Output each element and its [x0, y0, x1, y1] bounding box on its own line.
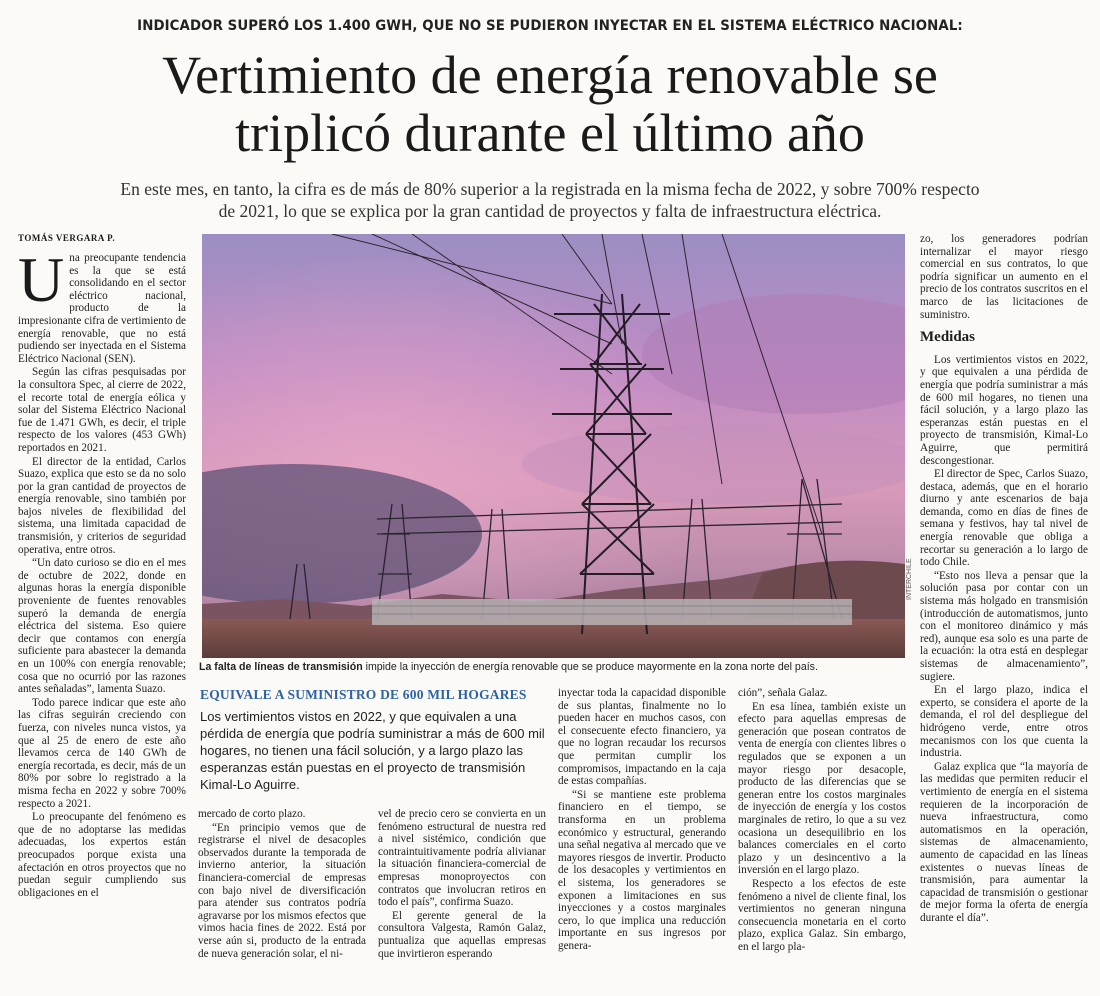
article-paragraph: Todo parece indicar que este año las cifras seguirán creciendo con fuerza, con niveles nunca vistos, ya que al 25 de enero de este año llevamos cerca de 140 GWh de energía recortada, es decir, más de un 80% por sobre lo registrado a la misma fecha en 2022 y sobre 700% respecto a 2021. [18, 696, 186, 810]
article-paragraph: Los vertimientos vistos en 2022, y que equivalen a una pérdida de energía que podría suministrar a más de 600 mil hogares, no tienen una fácil solución, y a largo plazo las esperanzas están puestas en el proyecto de transmisión, Kimal-Lo Aguirre, que permitirá descongestionar. [920, 353, 1088, 467]
article-paragraph: En el largo plazo, indica el experto, se considera el aporte de la demanda, el rol del despliegue del hidrógeno verde, entre otros mecanismos con los que cuenta la industria. [920, 684, 1088, 760]
article-paragraph [18, 252, 186, 365]
section-heading: Medidas [920, 329, 976, 346]
column-5 [738, 687, 906, 992]
column-2 [198, 808, 366, 992]
photo-image [202, 234, 905, 658]
article-paragraph: vel de precio cero se convierta en un fenómeno estructural de nuestra red a nivel sistémico, condición que contraintuitivamente podría alivianar la situación financiera-comercial de empresas monoproyectos con contratos que involucran retiros en todo el país”, confirma Suazo. [378, 808, 546, 909]
kicker: INDICADOR SUPERÓ LOS 1.400 GWH, QUE NO SE PUDIERON INYECTAR EN EL SISTEMA ELÉCTRICO NACIONAL: [137, 18, 963, 34]
headline [0, 46, 1100, 162]
sidebar-body: Los vertimientos vistos en 2022, y que equivalen a una pérdida de energía que podría suministrar a más de 600 mil hogares, no tienen una fácil solución, y a largo plazo las esperanzas están puestas en el proyecto de transmisión Kimal-Lo Aguirre. [200, 709, 545, 792]
article-paragraph: “En principio vemos que de registrarse el nivel de desacoples observados durante la temporada de invierno anterior, la situación financiera-comercial de empresas con bajo nivel de diversificación para atender sus contratos podría agravarse por los mismos efectos que vimos hacia fines de 2022. Está por verse aún si, producto de la entrada de nueva generación solar, el ni- [198, 821, 366, 960]
article-paragraph-text: na preocupante tendencia es la que se está consolidando en el sector eléctrico nacional, producto de la impresionante cifra de vertimiento de energía renovable, que no está pudiendo ser inyectada en el Sistema Eléctrico Nacional (SEN). [18, 252, 186, 365]
article-paragraph: zo, los generadores podrían internalizar el mayor riesgo comercial en sus contratos, lo que podría significar un aumento en el precio de los contratos suscritos en el marco de las licitaciones de suministro. [920, 233, 1088, 321]
column-1 [18, 252, 186, 992]
article-paragraph: El director de la entidad, Carlos Suazo, explica que esto se da no solo por la gran cantidad de proyectos de energía renovable, sino también por bajos niveles de flexibilidad del sistema, una limitada capacidad de transmisión, y criterios de seguridad operativa, entre otros. [18, 455, 186, 556]
headline-line-1: Vertimiento de energía renovable se [162, 45, 938, 105]
deck: En este mes, en tanto, la cifra es de más de 80% superior a la registrada en la misma fecha de 2022, y sobre 700% respecto de 2021, lo que se explica por la gran cantidad de proyectos y falta de infraestructura eléctrica. [120, 179, 980, 221]
article-paragraph: “Si se mantiene este problema financiero en el tiempo, se transforma en un problema económico y estructural, generando una señal negativa al mercado que ve mayores riesgos de invertir. Producto de los desacoples y vertimientos en el sistema, los generadores se exponen a limitaciones en sus inyecciones y a costos marginales cero, lo que implica una reducción importante en sus ingresos por genera- [558, 788, 726, 952]
column-4 [558, 687, 726, 992]
article-paragraph: “Esto nos lleva a pensar que la solución pasa por contar con un sistema más holgado en transmisión (introducción de automatismos, junto con el monitoreo dinámico y más red), aunque esa solo es una parte de la ecuación: la otra está en desplegar sistemas de almacenamiento”, sugiere. [920, 569, 1088, 683]
article-paragraph: “Un dato curioso se dio en el mes de octubre de 2022, donde en algunas horas la energía disponible proveniente de fuentes renovables superó la demanda de energía eléctrica del sistema. Eso quiere decir que contamos con energía suficiente para abastecer la demanda en un 100% con energía renovable; cosa que no ocurrió por las razones antes señaladas”, lamenta Suazo. [18, 557, 186, 696]
sidebar-title: EQUIVALE A SUMINISTRO DE 600 MIL HOGARES [200, 687, 527, 702]
photo-credit: INTERCHILE [906, 558, 913, 600]
photo-caption [199, 661, 919, 673]
article-paragraph: En esa línea, también existe un efecto para aquellas empresas de generación que posean contratos de venta de energía con clientes libres o regulados que se exponen a un mayor riesgo por desacople, producto de las diferencias que se generan entre los costos marginales de inyección de energía y los costos marginales de retiro, lo que a su vez ocasiona un desequilibrio en los balances comerciales en el corto plazo y un desincentivo a la inversión en el largo plazo. [738, 700, 906, 877]
article-paragraph: Respecto a los efectos de este fenómeno a nivel de cliente final, los vertimientos no generan ninguna consecuencia monetaria en el corto plazo, explica Galaz. Sin embargo, en el largo pla- [738, 877, 906, 953]
headline-line-2: triplicó durante el último año [235, 103, 865, 163]
article-paragraph: inyectar toda la capacidad disponible de sus plantas, finalmente no lo pueden hacer en muchos casos, con el consecuente efecto financiero, ya que no logran recaudar los recursos que permitan cumplir los compromisos, impactando en la caja de estas compañías. [558, 687, 726, 788]
article-paragraph: Según las cifras pesquisadas por la consultora Spec, al cierre de 2022, el recorte total de energía eólica y solar del Sistema Eléctrico Nacional fue de 1.471 GWh, es decir, el triple respecto de los valores (453 GWh) reportados en 2021. [18, 366, 186, 454]
caption-bold: La falta de líneas de transmisión [199, 661, 363, 673]
column-3 [378, 808, 546, 992]
article-paragraph: Galaz explica que “la mayoría de las medidas que permiten reducir el vertimiento de energía en el sistema requieren de la incorporación de nueva infraestructura, como automatismos en la operación, sistemas de almacenamiento, aumento de capacidad en las líneas existentes o nuevas líneas de transmisión, para aumentar la capacidad de transmisión o gestionar de mejor forma la oferta de energía durante el día”. [920, 760, 1088, 924]
column-6 [920, 233, 1088, 992]
article-paragraph: El director de Spec, Carlos Suazo, destaca, además, que en el horario diurno y ante escenarios de baja demanda, como en días de fines de semana y festivos, hay tal nivel de energía renovable que obliga a recortar su generación a lo largo de todo Chile. [920, 468, 1088, 569]
drop-cap: U [18, 252, 65, 315]
article-paragraph: Lo preocupante del fenómeno es que de no adoptarse las medidas adecuadas, los expertos están preocupados porque exista una afectación en otros proyectos que no puedan seguir cumpliendo sus obligaciones en el [18, 811, 186, 899]
caption-text: impide la inyección de energía renovable que se produce mayormente en la zona norte del país. [362, 661, 818, 673]
article-paragraph: El gerente general de la consultora Valgesta, Ramón Galaz, puntualiza que aquellas empresas que invirtieron esperando [378, 909, 546, 960]
transmission-tower-photo [202, 234, 905, 658]
article-paragraph: ción”, señala Galaz. [738, 687, 828, 699]
byline: TOMÁS VERGARA P. [18, 233, 116, 243]
article-paragraph: mercado de corto plazo. [198, 808, 306, 820]
